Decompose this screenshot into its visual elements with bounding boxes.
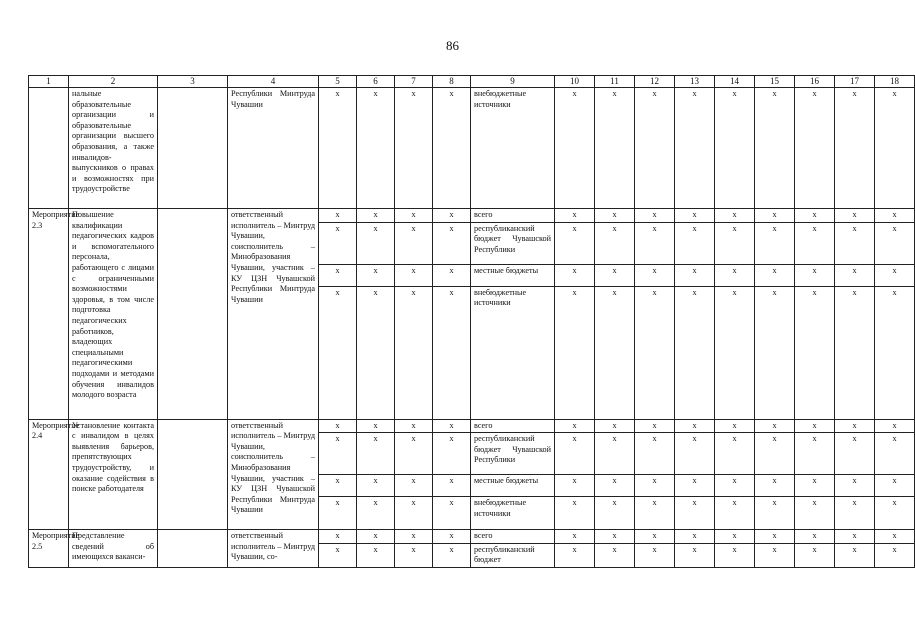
x-cell: x xyxy=(319,497,357,530)
x-cell: x xyxy=(319,530,357,544)
column-number: 11 xyxy=(595,76,635,88)
funding-source-cell: республиканский бюджет Чувашской Республики xyxy=(471,222,555,264)
x-cell: x xyxy=(755,419,795,433)
x-cell: x xyxy=(433,286,471,419)
column-number: 6 xyxy=(357,76,395,88)
column-number: 17 xyxy=(835,76,875,88)
x-cell: x xyxy=(835,286,875,419)
column-number: 9 xyxy=(471,76,555,88)
x-cell: x xyxy=(357,419,395,433)
x-cell: x xyxy=(433,419,471,433)
x-cell: x xyxy=(835,88,875,209)
column-number: 2 xyxy=(69,76,158,88)
x-cell: x xyxy=(395,433,433,475)
x-cell: x xyxy=(755,497,795,530)
x-cell: x xyxy=(357,530,395,544)
x-cell: x xyxy=(433,222,471,264)
column-number: 15 xyxy=(755,76,795,88)
x-cell: x xyxy=(875,222,915,264)
x-cell: x xyxy=(319,475,357,497)
x-cell: x xyxy=(555,419,595,433)
x-cell: x xyxy=(595,286,635,419)
x-cell: x xyxy=(357,264,395,286)
x-cell: x xyxy=(595,264,635,286)
x-cell: x xyxy=(357,433,395,475)
budget-table-wrapper xyxy=(28,75,899,568)
empty-cell xyxy=(158,530,228,568)
x-cell: x xyxy=(635,433,675,475)
x-cell: x xyxy=(835,543,875,567)
x-cell: x xyxy=(555,433,595,475)
x-cell: x xyxy=(755,475,795,497)
x-cell: x xyxy=(433,209,471,223)
x-cell: x xyxy=(795,530,835,544)
x-cell: x xyxy=(595,497,635,530)
x-cell: x xyxy=(595,475,635,497)
x-cell: x xyxy=(875,286,915,419)
x-cell: x xyxy=(715,209,755,223)
x-cell: x xyxy=(433,497,471,530)
x-cell: x xyxy=(555,475,595,497)
x-cell: x xyxy=(675,543,715,567)
x-cell: x xyxy=(795,286,835,419)
x-cell: x xyxy=(715,88,755,209)
column-number: 7 xyxy=(395,76,433,88)
funding-source-cell: всего xyxy=(471,209,555,223)
x-cell: x xyxy=(755,530,795,544)
x-cell: x xyxy=(875,264,915,286)
budget-table xyxy=(28,75,915,568)
page-number: 86 xyxy=(446,38,459,53)
x-cell: x xyxy=(675,264,715,286)
x-cell: x xyxy=(635,475,675,497)
x-cell: x xyxy=(595,209,635,223)
x-cell: x xyxy=(395,264,433,286)
x-cell: x xyxy=(795,433,835,475)
x-cell: x xyxy=(357,497,395,530)
x-cell: x xyxy=(875,497,915,530)
x-cell: x xyxy=(433,530,471,544)
x-cell: x xyxy=(675,497,715,530)
x-cell: x xyxy=(835,433,875,475)
x-cell: x xyxy=(675,475,715,497)
executor-cell: ответственный исполнитель – Минтруд Чувашии, соисполнитель – Минобразования Чувашии, участник – КУ ЦЗН Чувашской Республики Минтруда Чувашии xyxy=(228,209,319,420)
x-cell: x xyxy=(715,286,755,419)
x-cell: x xyxy=(875,475,915,497)
executor-cell: ответственный исполнитель – Минтруд Чувашии, соисполнитель – Минобразования Чувашии, участник – КУ ЦЗН Чувашской Республики Минтруда Чувашии xyxy=(228,419,319,530)
funding-source-cell: всего xyxy=(471,530,555,544)
column-number: 12 xyxy=(635,76,675,88)
x-cell: x xyxy=(755,88,795,209)
empty-cell xyxy=(158,209,228,420)
x-cell: x xyxy=(875,433,915,475)
column-number: 3 xyxy=(158,76,228,88)
x-cell: x xyxy=(835,419,875,433)
x-cell: x xyxy=(395,530,433,544)
x-cell: x xyxy=(555,222,595,264)
funding-source-cell: внебюджетные источники xyxy=(471,88,555,209)
x-cell: x xyxy=(675,222,715,264)
x-cell: x xyxy=(795,475,835,497)
x-cell: x xyxy=(319,433,357,475)
x-cell: x xyxy=(795,264,835,286)
funding-source-cell: республиканский бюджет Чувашской Республики xyxy=(471,433,555,475)
description-cell: нальные образовательные организации и образовательные организации высшего образования, а также инвалидов-выпускников о правах и возможностях при трудоустройстве xyxy=(69,88,158,209)
x-cell: x xyxy=(635,88,675,209)
funding-source-cell: внебюджетные источники xyxy=(471,286,555,419)
x-cell: x xyxy=(357,222,395,264)
x-cell: x xyxy=(755,433,795,475)
x-cell: x xyxy=(635,286,675,419)
x-cell: x xyxy=(395,209,433,223)
x-cell: x xyxy=(835,222,875,264)
x-cell: x xyxy=(395,419,433,433)
table-row xyxy=(29,530,915,544)
x-cell: x xyxy=(635,497,675,530)
x-cell: x xyxy=(595,543,635,567)
x-cell: x xyxy=(357,88,395,209)
x-cell: x xyxy=(595,88,635,209)
x-cell: x xyxy=(795,419,835,433)
x-cell: x xyxy=(433,264,471,286)
column-number: 4 xyxy=(228,76,319,88)
x-cell: x xyxy=(357,209,395,223)
x-cell: x xyxy=(755,222,795,264)
column-number: 1 xyxy=(29,76,69,88)
x-cell: x xyxy=(433,475,471,497)
x-cell: x xyxy=(635,530,675,544)
x-cell: x xyxy=(319,419,357,433)
x-cell: x xyxy=(875,530,915,544)
description-cell: Повышение квалификации педагогических кадров и вспомогательного персонала, работающего с лицами с ограниченными возможностями здоровья, в том числе подготовка педагогических работников, владеющих специальными педагогическими подходами и методами обучения инвалидов молодого возраста xyxy=(69,209,158,420)
column-number: 18 xyxy=(875,76,915,88)
x-cell: x xyxy=(875,543,915,567)
x-cell: x xyxy=(395,222,433,264)
x-cell: x xyxy=(357,543,395,567)
x-cell: x xyxy=(555,286,595,419)
x-cell: x xyxy=(555,543,595,567)
x-cell: x xyxy=(675,286,715,419)
x-cell: x xyxy=(875,209,915,223)
empty-cell xyxy=(158,88,228,209)
x-cell: x xyxy=(395,543,433,567)
x-cell: x xyxy=(595,530,635,544)
x-cell: x xyxy=(755,264,795,286)
column-number: 16 xyxy=(795,76,835,88)
x-cell: x xyxy=(357,286,395,419)
x-cell: x xyxy=(635,264,675,286)
description-cell: Представление сведений об имеющихся ваканси- xyxy=(69,530,158,568)
description-cell: Установление контакта с инвалидом в целях выявления барьеров, препятствующих трудоустройству, и оказание содействия в поиске работодателя xyxy=(69,419,158,530)
funding-source-cell: местные бюджеты xyxy=(471,475,555,497)
x-cell: x xyxy=(675,419,715,433)
executor-cell: ответственный исполнитель – Минтруд Чувашии, со- xyxy=(228,530,319,568)
x-cell: x xyxy=(715,222,755,264)
column-number: 8 xyxy=(433,76,471,88)
header-row xyxy=(29,76,915,88)
x-cell: x xyxy=(635,419,675,433)
x-cell: x xyxy=(715,543,755,567)
x-cell: x xyxy=(555,264,595,286)
x-cell: x xyxy=(395,88,433,209)
funding-source-cell: внебюджетные источники xyxy=(471,497,555,530)
x-cell: x xyxy=(635,209,675,223)
x-cell: x xyxy=(395,286,433,419)
column-number: 13 xyxy=(675,76,715,88)
x-cell: x xyxy=(675,88,715,209)
x-cell: x xyxy=(715,497,755,530)
x-cell: x xyxy=(795,88,835,209)
x-cell: x xyxy=(715,264,755,286)
table-row xyxy=(29,419,915,433)
event-cell: Мероприятие 2.5 xyxy=(29,530,69,568)
x-cell: x xyxy=(555,88,595,209)
x-cell: x xyxy=(795,497,835,530)
funding-source-cell: республиканский бюджет xyxy=(471,543,555,567)
table-row xyxy=(29,209,915,223)
x-cell: x xyxy=(875,88,915,209)
x-cell: x xyxy=(715,433,755,475)
x-cell: x xyxy=(319,286,357,419)
x-cell: x xyxy=(795,543,835,567)
event-cell xyxy=(29,88,69,209)
x-cell: x xyxy=(715,530,755,544)
x-cell: x xyxy=(835,264,875,286)
x-cell: x xyxy=(795,209,835,223)
x-cell: x xyxy=(715,475,755,497)
column-number: 10 xyxy=(555,76,595,88)
column-number: 5 xyxy=(319,76,357,88)
x-cell: x xyxy=(555,497,595,530)
x-cell: x xyxy=(555,209,595,223)
x-cell: x xyxy=(835,530,875,544)
x-cell: x xyxy=(755,543,795,567)
x-cell: x xyxy=(319,209,357,223)
x-cell: x xyxy=(755,209,795,223)
x-cell: x xyxy=(433,88,471,209)
x-cell: x xyxy=(675,530,715,544)
x-cell: x xyxy=(635,222,675,264)
x-cell: x xyxy=(835,475,875,497)
x-cell: x xyxy=(555,530,595,544)
x-cell: x xyxy=(595,433,635,475)
x-cell: x xyxy=(395,475,433,497)
x-cell: x xyxy=(635,543,675,567)
executor-cell: Республики Минтруда Чувашии xyxy=(228,88,319,209)
x-cell: x xyxy=(395,497,433,530)
x-cell: x xyxy=(795,222,835,264)
x-cell: x xyxy=(433,433,471,475)
x-cell: x xyxy=(835,209,875,223)
event-cell: Мероприятие 2.4 xyxy=(29,419,69,530)
x-cell: x xyxy=(675,209,715,223)
x-cell: x xyxy=(755,286,795,419)
x-cell: x xyxy=(357,475,395,497)
x-cell: x xyxy=(319,88,357,209)
x-cell: x xyxy=(595,419,635,433)
x-cell: x xyxy=(835,497,875,530)
empty-cell xyxy=(158,419,228,530)
x-cell: x xyxy=(595,222,635,264)
x-cell: x xyxy=(715,419,755,433)
x-cell: x xyxy=(675,433,715,475)
x-cell: x xyxy=(319,264,357,286)
x-cell: x xyxy=(319,543,357,567)
x-cell: x xyxy=(319,222,357,264)
funding-source-cell: всего xyxy=(471,419,555,433)
funding-source-cell: местные бюджеты xyxy=(471,264,555,286)
event-cell: Мероприятие 2.3 xyxy=(29,209,69,420)
x-cell: x xyxy=(875,419,915,433)
table-row xyxy=(29,88,915,209)
x-cell: x xyxy=(433,543,471,567)
column-number: 14 xyxy=(715,76,755,88)
table-body xyxy=(29,88,915,568)
